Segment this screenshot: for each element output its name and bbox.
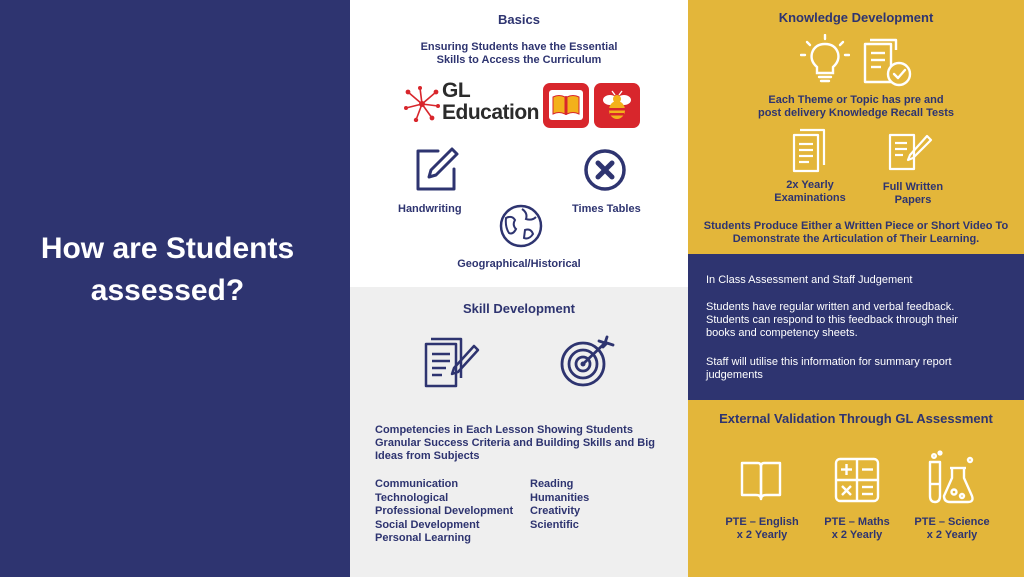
pte-science-2: x 2 Yearly (926, 529, 978, 541)
gl-education-logo-icon (404, 86, 440, 122)
in-class-title: In Class Assessment and Staff Judgement (706, 274, 913, 286)
recall-tests-2: post delivery Knowledge Recall Tests (757, 107, 955, 119)
target-icon (559, 335, 615, 389)
feedback-text-2: Students can respond to this feedback through their (706, 314, 958, 326)
yearly-exams-2: Examinations (774, 192, 846, 204)
basics-title: Basics (498, 12, 540, 27)
pte-maths-2: x 2 Yearly (831, 529, 883, 541)
produce-piece-2: Demonstrate the Articulation of Their Learning. (732, 233, 980, 245)
reading-app-logo (543, 83, 589, 128)
full-papers-2: Papers (894, 194, 932, 206)
document-pen-icon (422, 336, 480, 390)
main-title: How are Students assessed? (40, 232, 295, 307)
list-item: Professional Development (375, 505, 514, 517)
calculator-icon (833, 456, 881, 504)
skill-development-panel (350, 287, 688, 577)
basics-subtitle-1: Ensuring Students have the Essential (420, 41, 618, 53)
produce-piece-1: Students Produce Either a Written Piece or Short Video To (703, 220, 1009, 232)
list-item: Communication (375, 478, 459, 490)
list-item: Creativity (530, 505, 581, 517)
feedback-text-1: Students have regular written and verbal feedback. (706, 301, 955, 313)
examination-paper-icon (791, 128, 829, 174)
list-item: Humanities (530, 491, 590, 504)
handwriting-icon (412, 145, 460, 193)
times-tables-label: Times Tables (572, 203, 641, 215)
gl-education-wordmark: GL Education (442, 79, 540, 124)
handwriting-label: Handwriting (398, 203, 462, 215)
yearly-exams-1: 2x Yearly (786, 179, 834, 191)
pte-science-1: PTE – Science (914, 516, 990, 528)
recall-tests-1: Each Theme or Topic has pre and (768, 94, 944, 106)
times-tables-icon (583, 148, 627, 192)
test-checked-icon (861, 38, 915, 88)
external-title: External Validation Through GL Assessment (719, 411, 993, 426)
open-book-icon (738, 457, 784, 503)
list-item: Reading (530, 478, 574, 490)
basics-subtitle-2: Skills to Access the Curriculum (436, 54, 602, 66)
competency-list-1 (375, 478, 513, 546)
skill-desc-1: Competencies in Each Lesson Showing Students (375, 424, 633, 436)
list-item: Scientific (530, 518, 579, 531)
spelling-bee-logo (594, 83, 640, 128)
science-flask-icon (920, 450, 978, 506)
in-class-assessment-panel (688, 254, 1024, 400)
bee-icon (594, 83, 640, 128)
list-item: Social Development (375, 518, 480, 531)
skill-desc-2: Granular Success Criteria and Building Skills and Big (375, 437, 655, 449)
pte-english-1: PTE – English (725, 516, 799, 528)
knowledge-title: Knowledge Development (778, 10, 934, 25)
pte-maths-1: PTE – Maths (824, 516, 890, 528)
title-panel (0, 0, 350, 577)
pte-english-2: x 2 Yearly (736, 529, 788, 541)
external-validation-panel (688, 400, 1024, 577)
staff-text-2: judgements (706, 369, 763, 381)
lightbulb-icon (800, 34, 850, 86)
staff-text-1: Staff will utilise this information for summary report (706, 356, 952, 368)
skill-desc-3: Ideas from Subjects (375, 450, 480, 462)
written-paper-icon (887, 130, 933, 172)
competency-list-2 (530, 478, 589, 532)
list-item: Technological (375, 491, 449, 504)
geographical-historical-label: Geographical/Historical (457, 258, 581, 270)
knowledge-development-panel (688, 0, 1024, 254)
feedback-text-3: books and competency sheets. (706, 327, 858, 339)
globe-icon (498, 203, 544, 249)
full-papers-1: Full Written (882, 181, 944, 193)
basics-panel (350, 0, 688, 287)
book-icon (543, 83, 589, 128)
skill-title: Skill Development (463, 301, 575, 316)
list-item: Personal Learning (375, 532, 471, 544)
